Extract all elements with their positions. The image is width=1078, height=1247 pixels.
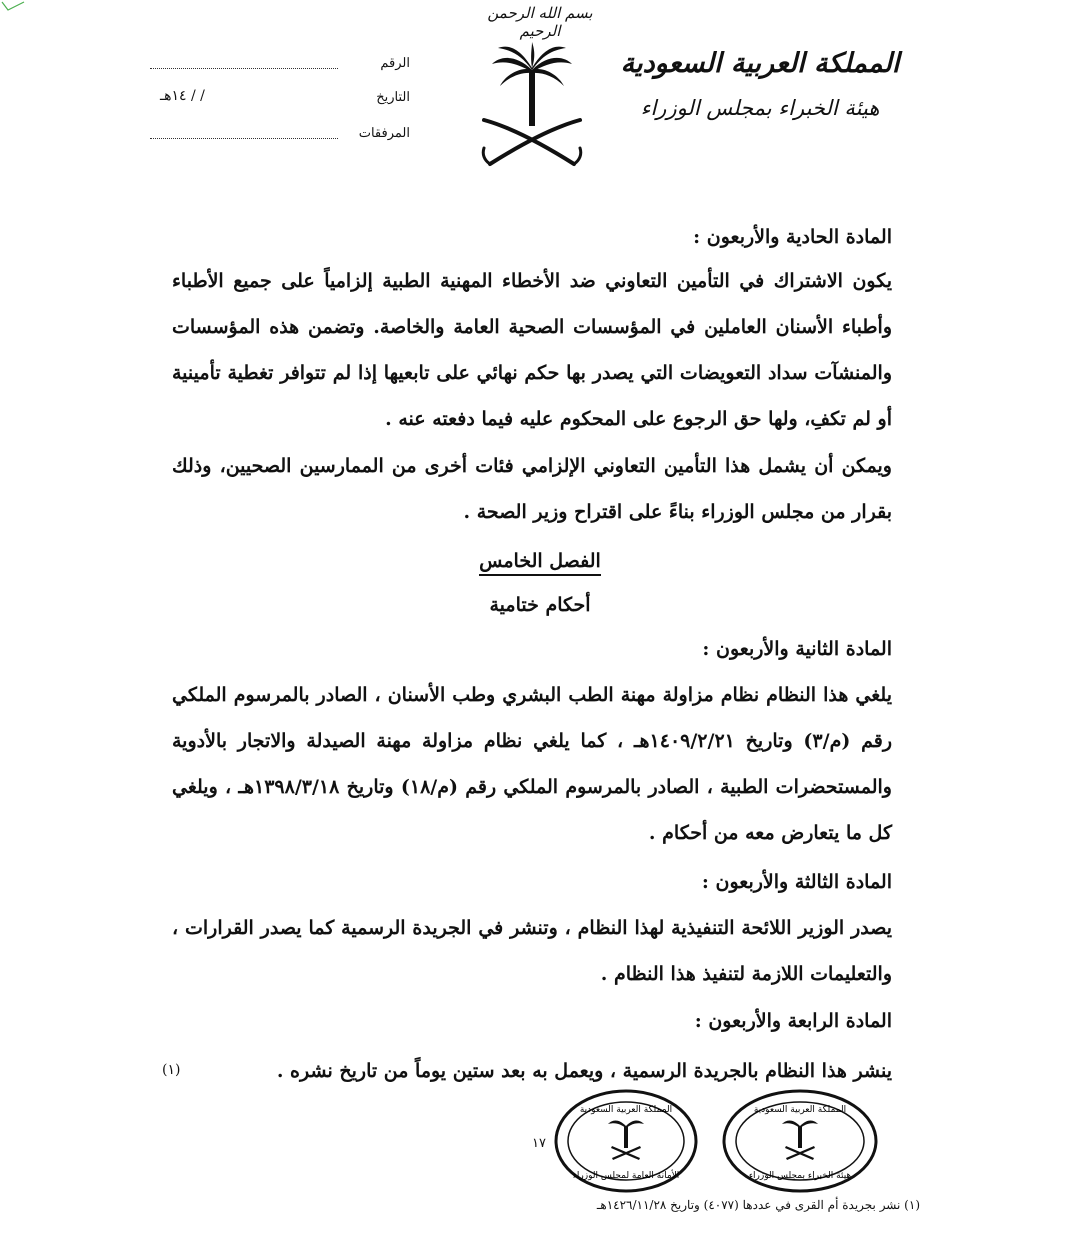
- reference-label: الرقم: [380, 56, 410, 71]
- article-42-paragraph: يلغي هذا النظام نظام مزاولة مهنة الطب البشري وطب الأسنان ، الصادر بالمرسوم الملكي رقم (م/٣) وتاريخ ١٤٠٩/٢/٢١هـ ، كما يلغي نظام مزاولة مهنة الصيدلة والاتجار بالأدوية والمستحضرات الطبية ، الصادر بالمرسوم الملكي رقم (م/١٨) وتاريخ ١٣٩٨/٣/١٨هـ ، ويلغي كل ما يتعارض معه من أحكام .: [172, 684, 892, 844]
- left-seal-top-text: المملكة العربية السعودية: [579, 1105, 673, 1115]
- article-41-paragraph-1: يكون الاشتراك في التأمين التعاوني ضد الأخطاء المهنية الطبية إلزامياً على جميع الأطباء وأطباء الأسنان العاملين في المؤسسات الصحية العامة والخاصة. وتضمن هذه المؤسسات والمنشآت سداد التعويضات التي يصدر بها حكم نهائي على تابعيها إذا لم تتوافر تغطية تأمينية أو لم تكفِ، ولها حق الرجوع على المحكوم عليه فيما دفعته عنه .: [172, 270, 892, 430]
- attachments-label: المرفقات: [358, 126, 410, 141]
- attachments-row: [150, 126, 410, 148]
- corner-check-mark: [0, 0, 26, 14]
- article-41-heading: المادة الحادية والأربعون :: [693, 226, 892, 248]
- article-42-heading: المادة الثانية والأربعون :: [702, 638, 892, 660]
- date-row: [150, 90, 410, 112]
- article-43-paragraph: يصدر الوزير اللائحة التنفيذية لهذا النظام ، وتنشر في الجريدة الرسمية كما يصدر القرارات ، والتعليمات اللازمة لتنفيذ هذا النظام .: [172, 917, 892, 985]
- article-41-paragraph-2: ويمكن أن يشمل هذا التأمين التعاوني الإلزامي فئات أخرى من الممارسين الصحيين، وذلك بقرار من مجلس الوزراء بناءً على اقتراح وزير الصحة .: [172, 455, 892, 523]
- right-seal-top-text: المملكة العربية السعودية: [753, 1105, 847, 1115]
- page-number: ١٧: [532, 1136, 546, 1151]
- chapter-title: [380, 550, 700, 572]
- date-label: التاريخ: [376, 90, 410, 105]
- right-seal-bottom-text: هيئة الخبراء بمجلس الوزراء: [748, 1171, 852, 1181]
- left-seal-bottom-text: الأمانة العامة لمجلس الوزراء: [572, 1171, 680, 1181]
- article-43-heading: المادة الثالثة والأربعون :: [701, 871, 892, 893]
- chapter-subtitle: أحكام ختامية: [489, 594, 591, 616]
- reference-line: [150, 68, 338, 69]
- authority-name: هيئة الخبراء بمجلس الوزراء: [640, 96, 880, 120]
- article-44-paragraph: ينشر هذا النظام بالجريدة الرسمية ، ويعمل به بعد ستين يوماً من تاريخ نشره .: [276, 1060, 892, 1082]
- attachments-line: [150, 138, 338, 139]
- footnote-reference: (١): [162, 1062, 181, 1078]
- reference-row: [150, 56, 410, 78]
- kingdom-name: المملكة العربية السعودية: [620, 48, 900, 79]
- official-seals: [548, 1086, 888, 1196]
- date-value: / / ١٤هـ: [160, 88, 205, 104]
- footnote: (١) نشر بجريدة أم القرى في عددها (٤٠٧٧) وتاريخ ١٤٢٦/١١/٢٨هـ: [596, 1198, 920, 1212]
- saudi-emblem-icon: [476, 40, 588, 172]
- article-44-heading: المادة الرابعة والأربعون :: [694, 1010, 892, 1032]
- basmala: بسم الله الرحمن الرحيم: [487, 4, 593, 40]
- chapter-title-text: الفصل الخامس: [479, 550, 601, 576]
